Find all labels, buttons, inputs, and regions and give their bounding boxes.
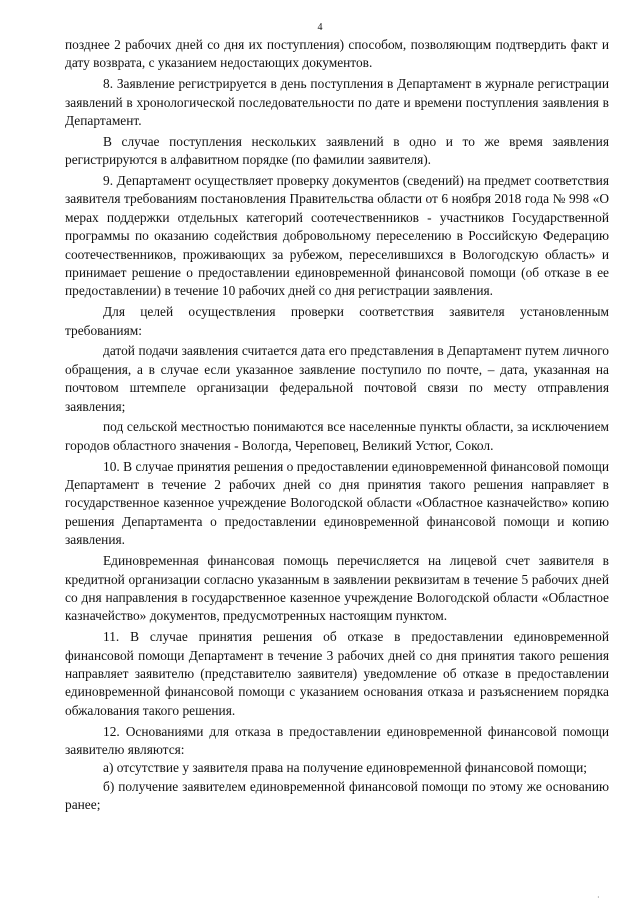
paragraph-item-12: 12. Основаниями для отказа в предоставлении единовременной финансовой помощи заявителю являются:: [65, 723, 609, 757]
paragraph-item-8: 8. Заявление регистрируется в день поступления в Департамент в журнале регистрации заявлений в хронологической последовательности по дате и времени поступления заявления в Департамент.: [65, 76, 609, 129]
paragraph-item-12-b: б) получение заявителем единовременной финансовой помощи по этому же основанию ранее;: [65, 778, 609, 813]
paragraph-item-10: 10. В случае принятия решения о предоставлении единовременной финансовой помощи Департамент в течение 2 рабочих дней со дня принятия такого решения направляет в государственное казенное учреждение Вологодской области «Областное казначейство» копию решения Департамента о предоставлении единовременной финансовой помощи и копию заявления.: [65, 458, 609, 548]
paragraph-registration-order: В случае поступления нескольких заявлений в одно и то же время заявления регистрируются в алфавитном порядке (по фамилии заявителя).: [65, 133, 609, 168]
paragraph-item-12-a: а) отсутствие у заявителя права на получение единовременной финансовой помощи;: [103, 760, 588, 776]
paragraph-payment-transfer: Единовременная финансовая помощь перечисляется на лицевой счет заявителя в кредитной организации согласно указанным в заявлении реквизитам в течение 5 рабочих дней со дня направления в государственное казенное учреждение Вологодской области «Областное казначейство» документов, предусмотренных настоящим пунктом.: [65, 553, 609, 624]
paragraph-item-11: 11. В случае принятия решения об отказе в предоставлении единовременной финансовой помощи Департамент в течение 3 рабочих дней со дня принятия такого решения направляет заявителю (представителю заявителя) уведомление об отказе в предоставлении единовременной финансовой помощи с указанием основания отказа и разъяснением порядка обжалования такого решения.: [65, 629, 609, 718]
document-body: [65, 36, 609, 815]
paragraph-verification-purpose: Для целей осуществления проверки соответствия заявителя установленным требованиям:: [65, 304, 609, 338]
page-number: 4: [317, 22, 323, 33]
scan-mark: ·: [597, 893, 600, 902]
paragraph-continuation: позднее 2 рабочих дней со дня их поступления) способом, позволяющим подтвердить факт и дату возврата, с указанием недостающих документов.: [65, 37, 609, 71]
paragraph-submission-date: датой подачи заявления считается дата его представления в Департамент путем личного обращения, а в случае если указанное заявление поступило по почте, – дата, указанная на почтовом штемпеле организации федеральной почтовой связи по месту отправления заявления;: [65, 343, 609, 414]
paragraph-item-9: 9. Департамент осуществляет проверку документов (сведений) на предмет соответствия заявителя требованиям постановления Правительства области от 6 ноября 2018 года № 998 «О мерах поддержки отдельных категорий соотечественников - участников Государственной программы по оказанию содействия добровольному переселению в Российскую Федерацию соотечественников, проживающих за рубежом, переселившихся в Вологодскую область» и принимает решение о предоставлении единовременной финансовой помощи (об отказе в ее предоставлении) в течение 10 рабочих дней со дня регистрации заявления.: [65, 173, 609, 299]
paragraph-rural-area-definition: под сельской местностью понимаются все населенные пункты области, за исключением городов областного значения - Вологда, Череповец, Великий Устюг, Сокол.: [65, 419, 609, 453]
